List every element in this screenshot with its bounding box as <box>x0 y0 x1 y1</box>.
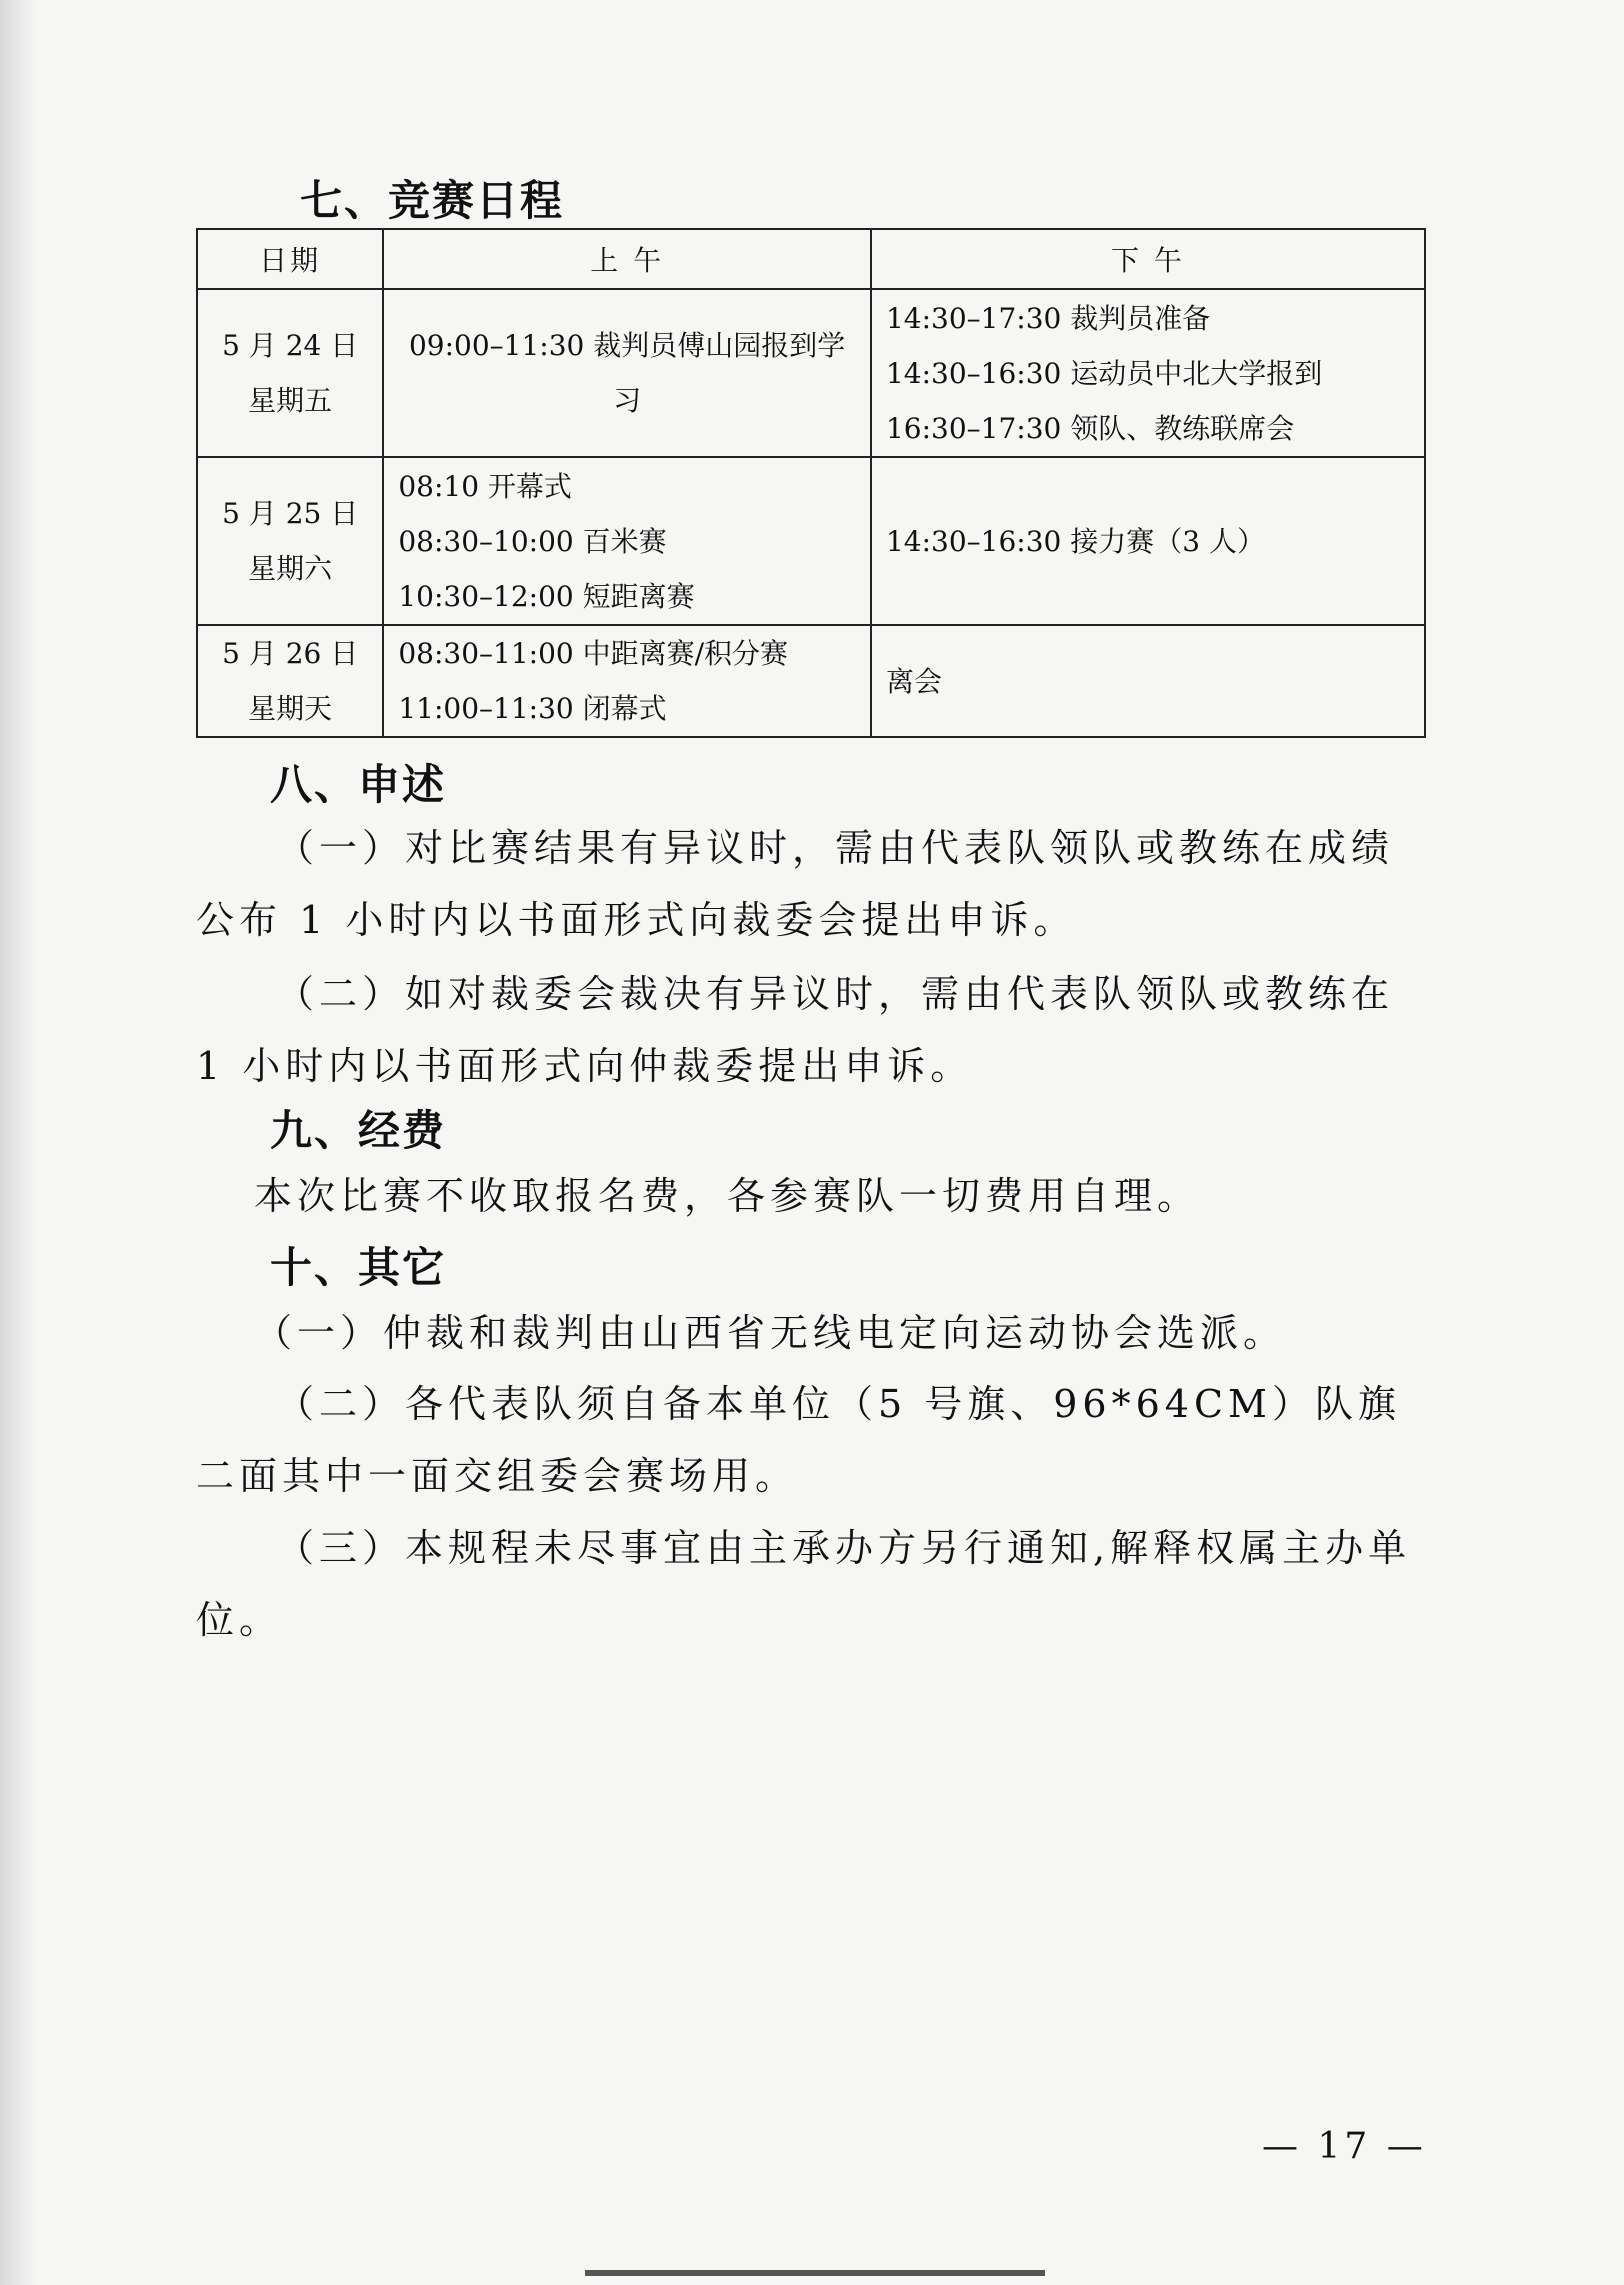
morning-item: 08:30–10:00 百米赛 <box>398 524 667 558</box>
section-title-other: 十、其它 <box>270 1243 447 1292</box>
section-title-fees: 九、经费 <box>270 1106 447 1155</box>
weekday-text: 星期五 <box>248 384 333 417</box>
date-text: 5 月 26 日 <box>222 637 359 670</box>
weekday-text: 星期六 <box>248 552 333 585</box>
date-cell <box>197 289 383 457</box>
header-afternoon: 下 午 <box>871 229 1425 289</box>
date-cell <box>197 457 383 625</box>
table-row <box>197 289 1425 457</box>
afternoon-item: 14:30–16:30 运动员中北大学报到 <box>885 356 1323 390</box>
fees-paragraph: 本次比赛不收取报名费，各参赛队一切费用自理。 <box>254 1174 1201 1218</box>
afternoon-item: 14:30–17:30 裁判员准备 <box>885 301 1211 335</box>
afternoon-item: 16:30–17:30 领队、教练联席会 <box>885 411 1295 445</box>
afternoon-cell <box>871 457 1425 625</box>
morning-item: 11:00–11:30 闭幕式 <box>398 692 667 725</box>
header-morning: 上 午 <box>383 229 871 289</box>
section-title-schedule: 七、竞赛日程 <box>300 176 565 225</box>
date-text: 5 月 25 日 <box>222 497 359 530</box>
morning-item: 08:10 开幕式 <box>398 469 572 503</box>
appeal-paragraph-1: （一）对比赛结果有异议时，需由代表队领队或教练在成绩公布 1 小时内以书面形式向裁委会提出申诉。 <box>196 826 1395 942</box>
other-paragraph-2: （二）各代表队须自备本单位（5 号旗、96*64CM）队旗二面其中一面交组委会赛场用。 <box>196 1382 1401 1498</box>
page-number: — 17 — <box>1262 2126 1427 2167</box>
schedule-table <box>196 228 1426 738</box>
date-cell <box>197 625 383 737</box>
other-paragraph-3: （三）本规程未尽事宜由主承办方另行通知,解释权属主办单位。 <box>196 1526 1412 1642</box>
section-title-appeal: 八、申述 <box>270 760 447 809</box>
scan-artifact <box>585 2270 1045 2276</box>
afternoon-cell <box>871 625 1425 737</box>
appeal-paragraph-2: （二）如对裁委会裁决有异议时，需由代表队领队或教练在 1 小时内以书面形式向仲裁委提出申诉。 <box>196 972 1395 1088</box>
other-paragraph-1: （一）仲裁和裁判由山西省无线电定向运动协会选派。 <box>254 1311 1287 1355</box>
morning-cell <box>383 457 871 625</box>
afternoon-cell <box>871 289 1425 457</box>
morning-cell <box>383 289 871 457</box>
table-header-row <box>197 229 1425 289</box>
table-row <box>197 457 1425 625</box>
morning-item: 08:30–11:00 中距离赛/积分赛 <box>398 637 789 670</box>
morning-cell <box>383 625 871 737</box>
morning-item: 10:30–12:00 短距离赛 <box>398 579 695 613</box>
morning-item: 09:00–11:30 裁判员傅山园报到学习 <box>408 329 846 417</box>
afternoon-item: 14:30–16:30 接力赛（3 人） <box>885 524 1265 558</box>
table-row <box>197 625 1425 737</box>
afternoon-item: 离会 <box>885 664 942 698</box>
header-date: 日期 <box>197 229 383 289</box>
weekday-text: 星期天 <box>248 692 333 725</box>
date-text: 5 月 24 日 <box>222 329 359 362</box>
